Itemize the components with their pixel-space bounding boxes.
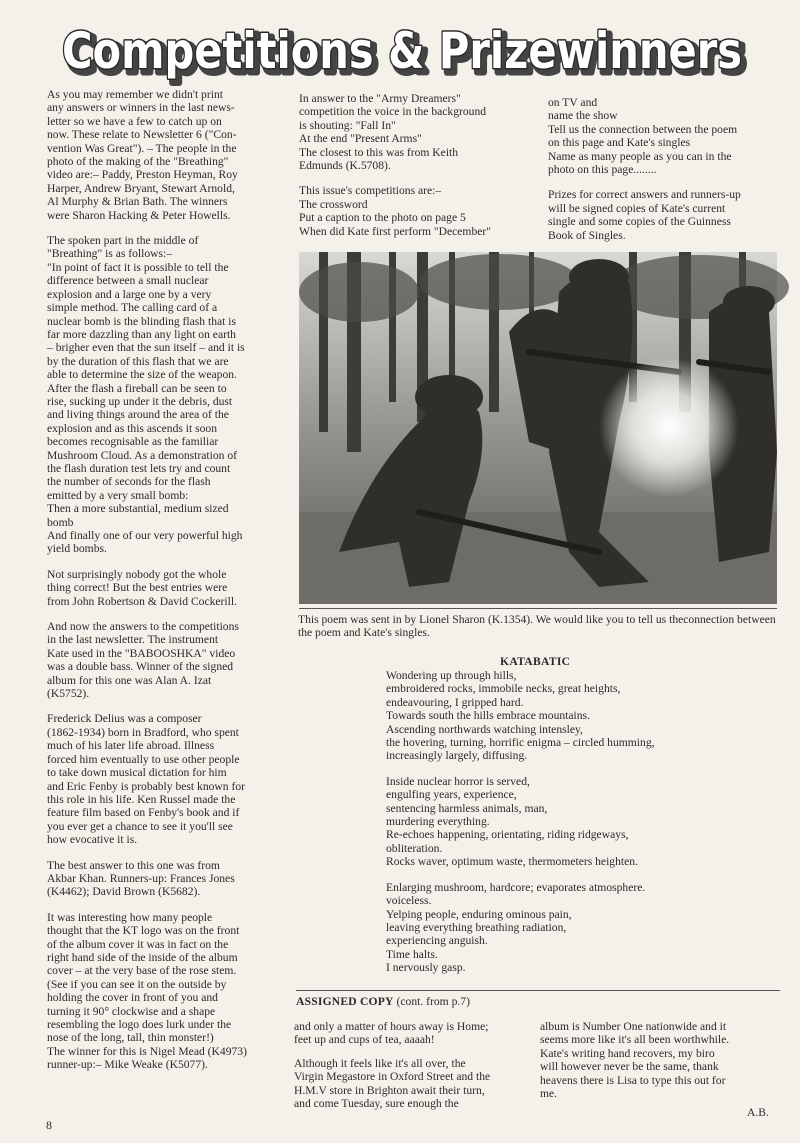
text-line: video are:– Paddy, Preston Heyman, Roy (47, 168, 238, 182)
text-line: the number of seconds for the flash (47, 475, 211, 489)
text-line: Ascending northwards watching intensley, (386, 722, 583, 736)
text-line: this role in his life. Ken Russel made the (47, 792, 236, 806)
text-line: any answers or winners in the last news- (47, 101, 235, 115)
assigned-copy-middle (294, 1020, 526, 1120)
text-line: single and some copies of the Guinness (548, 215, 731, 229)
poem-stanza-3 (386, 881, 776, 975)
text-line: explosion and as this ascends it soon (47, 421, 218, 435)
text-line: will however never be the same, thank (540, 1060, 719, 1074)
text-line: In answer to the "Army Dreamers" (299, 92, 461, 105)
text-line: forced him eventually to use other people (47, 752, 240, 766)
text-line: Then a more substantial, medium sized (47, 502, 229, 516)
text-line: competition the voice in the background (299, 105, 487, 119)
text-line: feet up and cups of tea, aaaah! (294, 1033, 435, 1047)
caption-rule (299, 608, 777, 609)
text-line: Enlarging mushroom, hardcore; evaporates atmosphere. (386, 880, 646, 894)
text-line: Tell us the connection between the poem (548, 122, 738, 136)
text-line: the hovering, turning, horrific enigma – circled humming, (386, 736, 655, 750)
assigned-copy-heading (296, 995, 470, 1008)
text-line: explosion and a large one by a very (47, 287, 212, 301)
page-number: 8 (46, 1118, 52, 1132)
text-line: I nervously gasp. (386, 961, 466, 975)
text-line: endeavouring, I gripped hard. (386, 695, 524, 709)
text-line: holding the cover in front of you and (47, 991, 218, 1005)
left-column (47, 88, 285, 1084)
this-issue-competitions (299, 184, 535, 238)
assigned-copy-rule (296, 990, 780, 991)
text-line: engulfing years, experience, (386, 788, 517, 802)
poem-stanza-2 (386, 775, 776, 869)
text-line: obliteration. (386, 841, 443, 855)
text-line: the flash duration test lets try and count (47, 461, 231, 475)
text-line: voiceless. (386, 894, 432, 908)
text-line: Kate used in the "BABOOSHKA" video (47, 646, 236, 660)
text-line: album for this one was Alan A. Izat (47, 673, 212, 687)
text-line: Prizes for correct answers and runners-up (548, 188, 741, 202)
text-line: seems more like it's all been worthwhile. (540, 1033, 730, 1047)
text-line: emitted by a very small bomb: (47, 488, 189, 502)
text-line: turning it 90° clockwise and a shape (47, 1004, 216, 1018)
text-line: Time halts. (386, 947, 438, 961)
text-line: is shouting: "Fall In" (299, 118, 396, 132)
text-line: (K4462); David Brown (K5682). (47, 885, 201, 899)
text-line: runner-up:– Mike Weake (K5077). (47, 1058, 208, 1072)
assigned-copy-note: (cont. from p.7) (396, 995, 470, 1008)
text-line: how evocative it is. (47, 833, 138, 847)
text-line: thing correct! But the best entries were (47, 581, 228, 595)
text-line: The closest to this was from Keith (299, 145, 459, 159)
text-line: The spoken part in the middle of (47, 234, 199, 248)
babooshka-answer (47, 620, 285, 700)
text-line: Frederick Delius was a composer (47, 712, 202, 726)
text-line: Name as many people as you can in the (548, 149, 732, 163)
text-line: And now the answers to the competitions (47, 620, 239, 634)
text-line: Yelping people, enduring ominous pain, (386, 907, 572, 921)
poem-stanza-1 (386, 669, 776, 763)
text-line: from John Robertson & David Cockerill. (47, 594, 237, 608)
text-line: in the last newsletter. The instrument (47, 633, 219, 647)
competition-list-continued (548, 96, 784, 176)
text-line: connection between the poem and Kate's singles. (298, 613, 776, 640)
assigned-copy-right (540, 1020, 776, 1100)
text-line: Towards south the hills embrace mountains. (386, 709, 590, 723)
text-line: And finally one of our very powerful high (47, 529, 243, 542)
text-line: As you may remember we didn't print (47, 88, 223, 101)
poem-title: KATABATIC (500, 655, 571, 668)
text-line: It was interesting how many people (47, 910, 213, 924)
text-line: right hand side of the inside of the album (47, 950, 238, 964)
title-graphic (52, 18, 752, 86)
text-line: Put a caption to the photo on page 5 (299, 211, 466, 225)
right-column (548, 96, 784, 254)
text-line: murdering everything. (386, 815, 490, 829)
text-line: vention Was Great"). – The people in the (47, 141, 237, 155)
text-line: on TV and (548, 96, 598, 109)
text-line: far more dazzling than any light on earth (47, 327, 236, 341)
text-line: you ever get a chance to see it you'll see (47, 819, 233, 833)
newsletter-6-answers (47, 88, 285, 222)
text-line: and come Tuesday, sure enough the (294, 1097, 459, 1111)
text-line: – brigher even that the sun itself – and it is (47, 341, 245, 355)
text-line: Akbar Khan. Runners-up: Frances Jones (47, 871, 235, 885)
text-line: rise, sucking up under it the debris, dust (47, 394, 233, 408)
text-line: H.M.V store in Brighton await their turn, (294, 1083, 485, 1097)
text-line: Wondering up through hills, (386, 669, 517, 682)
page-title (52, 18, 752, 86)
prizes-text (548, 188, 784, 242)
text-line: The crossword (299, 197, 368, 211)
text-line: photo of the making of the "Breathing" (47, 155, 229, 169)
text-line: (1862-1934) born in Bradford, who spent (47, 725, 239, 739)
text-line: album is Number One nationwide and it (540, 1020, 727, 1033)
text-line: (K5752). (47, 687, 90, 701)
text-line: Virgin Megastore in Oxford Street and the (294, 1070, 491, 1084)
text-line: by the duration of this flash that we are (47, 354, 229, 368)
text-line: feature film based on Fenby's book and if (47, 806, 240, 820)
assigned-copy-para-1 (294, 1020, 526, 1047)
text-line: cover – at the very base of the rose stem. (47, 964, 237, 978)
text-line: "In point of fact it is possible to tell the (47, 260, 229, 274)
text-line: nose of the long, tall, thin monster!) (47, 1031, 214, 1045)
poem-katabatic (386, 669, 776, 987)
text-line: Rocks waver, optimum waste, thermometers heighten. (386, 855, 638, 869)
text-line: This poem was sent in by Lionel Sharon (K.1354). We would like you to tell us the (298, 613, 684, 626)
page-title-shadow: Competitions & Prizewinners (66, 26, 746, 84)
text-line: At the end "Present Arms" (299, 132, 422, 146)
text-line: letter so we have a few to catch up on (47, 114, 222, 128)
text-line: This issue's competitions are:– (299, 184, 442, 198)
text-line: was a double bass. Winner of the signed (47, 660, 234, 674)
text-line: experiencing anguish. (386, 934, 488, 948)
breathing-winners (47, 568, 285, 608)
text-line: much of his later life abroad. Illness (47, 739, 215, 753)
assigned-copy-title: ASSIGNED COPY (296, 995, 394, 1008)
kt-logo-answer (47, 911, 285, 1072)
text-line: Mushroom Cloud. As a demonstration of (47, 448, 238, 462)
text-line: yield bombs. (47, 542, 107, 556)
text-line: of the album cover it was in fact on the (47, 937, 229, 951)
text-line: and only a matter of hours away is Home; (294, 1020, 489, 1033)
text-line: heavens there is Lisa to type this out for (540, 1073, 726, 1087)
delius-answer (47, 712, 285, 846)
middle-column (299, 92, 535, 250)
text-line: Kate's writing hand recovers, my biro (540, 1046, 715, 1060)
army-dreamers-answer (299, 92, 535, 172)
breathing-spoken-part (47, 234, 285, 556)
text-line: and living things around the area of the (47, 408, 229, 422)
text-line: were Sharon Hacking & Peter Howells. (47, 208, 231, 222)
text-line: name the show (548, 109, 618, 123)
text-line: me. (540, 1087, 558, 1101)
text-line: The best answer to this one was from (47, 858, 220, 872)
text-line: now. These relate to Newsletter 6 ("Con- (47, 128, 237, 142)
text-line: When did Kate first perform "December" (299, 224, 491, 238)
text-line: After the flash a fireball can be seen to (47, 381, 227, 395)
text-line: resembling the logo does lurk under the (47, 1018, 232, 1031)
text-line: sentencing harmless animals, man, (386, 801, 548, 815)
text-line: and Eric Fenby is probably best known for (47, 779, 246, 793)
text-line: embroidered rocks, immobile necks, great heights, (386, 682, 621, 696)
text-line: increasingly largely, diffusing. (386, 749, 528, 763)
text-line: on this page and Kate's singles (548, 136, 691, 150)
text-line: able to determine the size of the weapon. (47, 368, 237, 382)
text-line: leaving everything breathing radiation, (386, 920, 567, 934)
text-line: The winner for this is Nigel Mead (K4973) (47, 1044, 247, 1058)
signoff: A.B. (747, 1106, 769, 1119)
photo-caption (298, 613, 780, 640)
text-line: Al Murphy & Brian Bath. The winners (47, 195, 228, 209)
text-line: Although it feels like it's all over, the (294, 1056, 466, 1070)
assigned-copy-para-2 (294, 1057, 526, 1111)
delius-winners (47, 859, 285, 899)
soldiers-photo-image (299, 252, 777, 604)
text-line: nuclear bomb is the blinding flash that is (47, 314, 237, 328)
text-line: will be signed copies of Kate's current (548, 201, 726, 215)
soldiers-photo (299, 252, 777, 604)
text-line: to take down musical dictation for him (47, 766, 227, 780)
text-line: simple method. The calling card of a (47, 301, 218, 315)
text-line: bomb (47, 515, 74, 529)
page-title-text: Competitions & Prizewinners (62, 22, 742, 80)
text-line: Book of Singles. (548, 228, 626, 242)
text-line: Not surprisingly nobody got the whole (47, 567, 227, 581)
text-line: difference between a small nuclear (47, 274, 209, 288)
text-line: Inside nuclear horror is served, (386, 774, 530, 788)
text-line: (See if you can see it on the outside by (47, 977, 227, 991)
text-line: Harper, Andrew Bryant, Stewart Arnold, (47, 181, 235, 195)
text-line: Edmunds (K.5708). (299, 159, 391, 173)
text-line: Re-echoes happening, orientating, riding ridgeways, (386, 828, 629, 842)
text-line: "Breathing" is as follows:– (47, 247, 173, 261)
text-line: photo on this page........ (548, 163, 657, 177)
text-line: becomes recognisable as the familiar (47, 435, 219, 449)
text-line: thought that the KT logo was on the front (47, 924, 240, 938)
